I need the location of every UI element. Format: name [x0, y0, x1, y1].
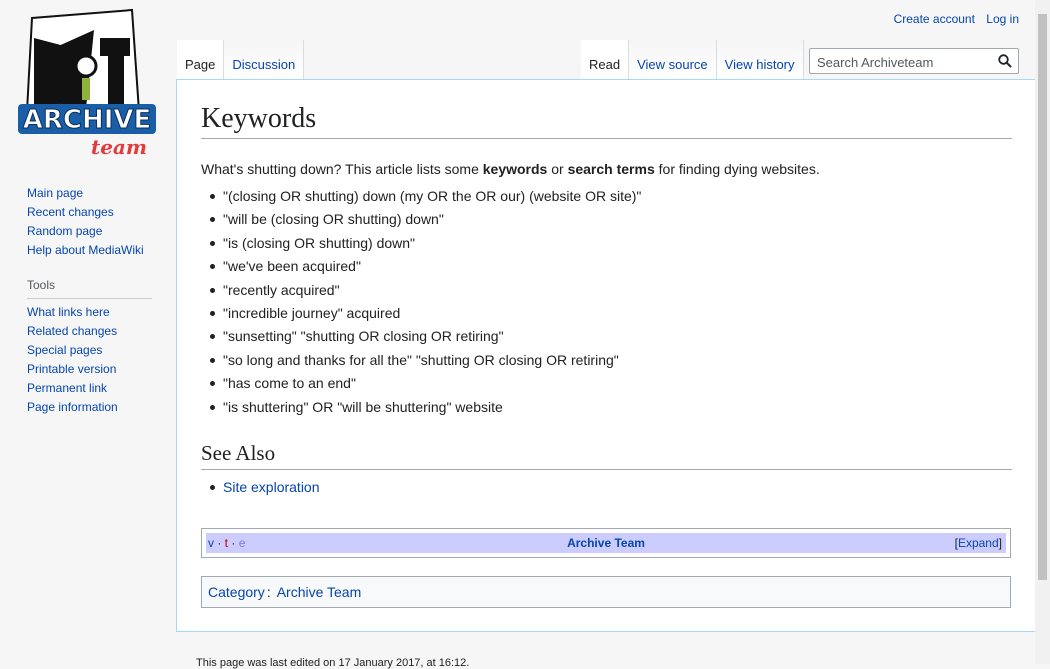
log-in-link[interactable]: Log in [986, 12, 1019, 26]
sidebar-item-help[interactable]: Help about MediaWiki [27, 243, 144, 257]
navbox-expand-button[interactable]: Expand [957, 536, 999, 550]
tab-discussion-link[interactable]: Discussion [232, 57, 296, 72]
tab-view-history[interactable] [717, 40, 804, 80]
category-label-link[interactable]: Category [208, 584, 265, 600]
sidebar-item-what-links-here[interactable]: What links here [27, 305, 110, 319]
search-button[interactable] [994, 51, 1016, 71]
sidebar-item-related-changes[interactable]: Related changes [27, 324, 118, 338]
site-exploration-link[interactable]: Site exploration [223, 479, 320, 496]
create-account-link[interactable]: Create account [893, 12, 975, 26]
navbox-title-link[interactable]: Archive Team [567, 536, 645, 550]
view-tabs [581, 40, 804, 80]
personal-tools [886, 12, 1019, 26]
namespace-tabs [177, 40, 304, 80]
svg-text:ARCHIVE: ARCHIVE [22, 105, 152, 135]
sidebar-item-main-page[interactable]: Main page [27, 186, 84, 200]
list-item: "sunsetting" "shutting OR closing OR retiring" [223, 325, 1012, 348]
search-box [809, 48, 1019, 74]
tab-view-source[interactable] [629, 40, 717, 80]
list-item: "we've been acquired" [223, 255, 1012, 278]
archive-team-logo-icon [14, 8, 160, 164]
sidebar-item-page-information[interactable]: Page information [27, 400, 118, 414]
navbox-view-link[interactable]: v [208, 536, 214, 550]
navbox [201, 528, 1011, 558]
list-item: "(closing OR shutting) down (my OR the OR our) (website OR site)" [223, 185, 1012, 208]
list-item: "recently acquired" [223, 279, 1012, 302]
navbox-vte: v · t · e [208, 536, 246, 550]
navbox-edit-link[interactable]: e [238, 536, 246, 550]
tab-discussion[interactable] [224, 40, 304, 80]
list-item: "will be (closing OR shutting) down" [223, 208, 1012, 231]
sidebar-item-recent-changes[interactable]: Recent changes [27, 205, 114, 219]
navbox-title-bar [206, 533, 1006, 553]
list-item: "is (closing OR shutting) down" [223, 232, 1012, 255]
sidebar-item-permanent-link[interactable]: Permanent link [27, 381, 108, 395]
site-logo[interactable] [14, 8, 160, 164]
vertical-scrollbar[interactable] [1035, 0, 1050, 664]
keyword-list [201, 185, 1012, 419]
sidebar-tools [27, 276, 152, 417]
category-archive-team-link[interactable]: Archive Team [276, 584, 362, 600]
svg-text:team: team [90, 135, 148, 159]
sidebar-item-random-page[interactable]: Random page [27, 224, 103, 238]
footer-last-edited: This page was last edited on 17 January 2017, at 16:12. [196, 657, 470, 669]
intro-paragraph: What's shutting down? This article lists some keywords or search terms for finding dying websites. [201, 161, 820, 177]
scrollbar-thumb[interactable] [1038, 14, 1047, 580]
navbox-expand: [Expand] [954, 536, 1002, 550]
tab-view-history-link[interactable]: View history [724, 57, 795, 72]
tab-page[interactable]: Page [177, 40, 224, 80]
sidebar-item-special-pages[interactable]: Special pages [27, 343, 103, 357]
list-item: "has come to an end" [223, 372, 1012, 395]
navbox-talk-link[interactable]: t [224, 536, 229, 550]
search-icon [998, 54, 1012, 68]
see-also-list [201, 476, 1012, 499]
page-title: Keywords [201, 102, 1012, 139]
category-links [201, 576, 1011, 608]
list-item: "is shuttering" OR "will be shuttering" website [223, 396, 1012, 419]
tools-heading: Tools [27, 276, 152, 299]
list-item [223, 476, 1012, 499]
content-area [176, 79, 1035, 632]
list-item: "so long and thanks for all the" "shutting OR closing OR retiring" [223, 349, 1012, 372]
category-separator: : [266, 584, 271, 600]
sidebar-navigation [27, 184, 144, 260]
search-input[interactable] [815, 50, 994, 74]
list-item: "incredible journey" acquired [223, 302, 1012, 325]
tab-read[interactable]: Read [581, 40, 629, 80]
tab-view-source-link[interactable]: View source [637, 57, 708, 72]
see-also-heading: See Also [201, 439, 1012, 470]
sidebar-item-printable-version[interactable]: Printable version [27, 362, 117, 376]
